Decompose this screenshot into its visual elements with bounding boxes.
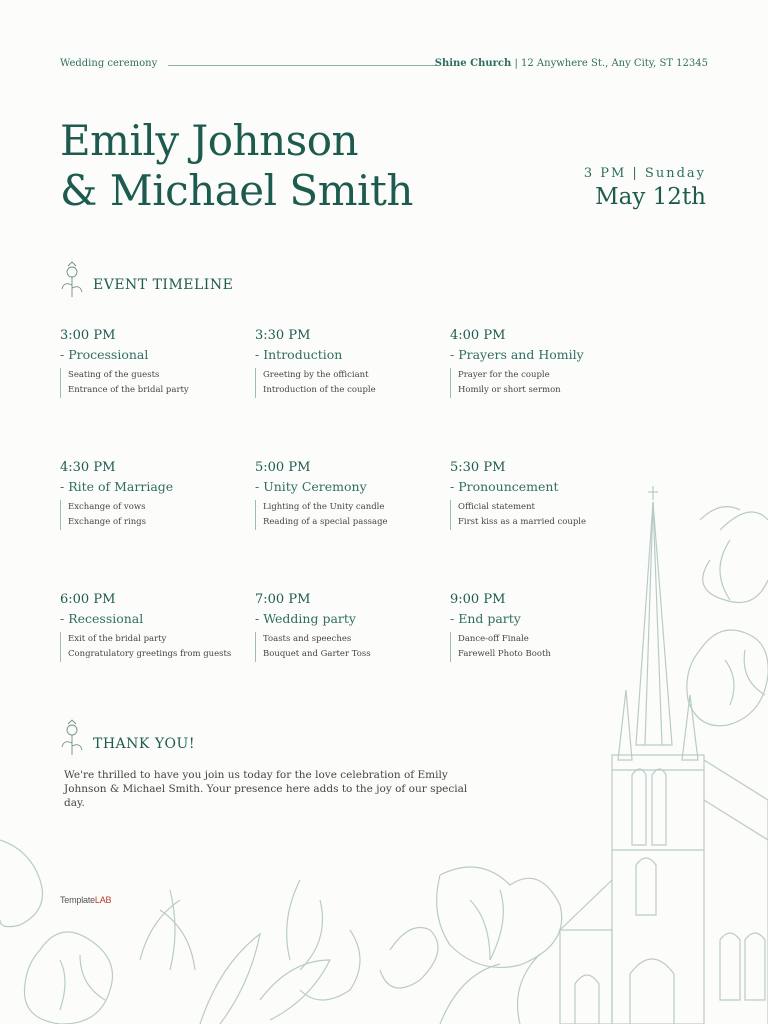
event-detail: Congratulatory greetings from guests — [68, 649, 232, 659]
brand-name-part2: LAB — [94, 895, 112, 905]
event-time: 9:00 PM — [450, 592, 506, 607]
wedding-date: May 12th — [595, 184, 706, 210]
event-detail: Homily or short sermon — [458, 385, 561, 395]
event-time: 7:00 PM — [255, 592, 311, 607]
event-detail: Entrance of the bridal party — [68, 385, 189, 395]
event-time: 5:00 PM — [255, 460, 311, 475]
event-name: - End party — [450, 611, 521, 626]
timeline-event — [60, 592, 255, 724]
event-details — [60, 368, 255, 398]
event-time: 4:30 PM — [60, 460, 116, 475]
event-detail: Toasts and speeches — [263, 634, 352, 644]
event-details — [450, 368, 620, 398]
timeline-event — [450, 592, 620, 724]
event-details — [255, 368, 450, 398]
event-details — [255, 500, 450, 530]
event-detail: Prayer for the couple — [458, 370, 550, 380]
timeline-event — [60, 328, 255, 460]
time-and-day: 3 PM | Sunday — [583, 166, 706, 181]
timeline-title: EVENT TIMELINE — [93, 277, 234, 293]
event-detail: Seating of the guests — [68, 370, 160, 380]
thanks-title: THANK YOU! — [93, 736, 195, 752]
event-detail: Introduction of the couple — [263, 385, 376, 395]
event-time: 6:00 PM — [60, 592, 116, 607]
event-detail: Exchange of rings — [68, 517, 146, 527]
event-name: - Unity Ceremony — [255, 479, 367, 494]
event-time: 3:30 PM — [255, 328, 311, 343]
event-name: - Prayers and Homily — [450, 347, 584, 362]
event-time: 4:00 PM — [450, 328, 506, 343]
timeline-section-header — [60, 267, 233, 303]
flower-illustration-bottom-left — [0, 840, 360, 1024]
thanks-message: We're thrilled to have you join us today for the love celebration of Emily Johnson & Michael Smith. Your presence here adds to the joy of our special day. — [64, 769, 468, 809]
event-details — [450, 632, 620, 662]
event-name: - Recessional — [60, 611, 144, 626]
thanks-section-header — [60, 726, 195, 762]
timeline-event — [255, 328, 450, 460]
event-name: - Pronouncement — [450, 479, 559, 494]
flower-illustration-right — [687, 507, 768, 726]
flower-illustration-bottom-center — [380, 867, 562, 1024]
event-detail: Dance-off Finale — [458, 634, 529, 644]
venue-info — [435, 58, 708, 69]
event-details — [60, 500, 255, 530]
event-time: 5:30 PM — [450, 460, 506, 475]
timeline-event — [60, 460, 255, 592]
event-detail: Exit of the bridal party — [68, 634, 167, 644]
event-details — [60, 632, 255, 662]
brand-name-part1: Template — [60, 895, 95, 905]
event-detail: Exchange of vows — [68, 502, 146, 512]
timeline-event — [450, 328, 620, 460]
event-detail: First kiss as a married couple — [458, 517, 587, 527]
event-detail: Reading of a special passage — [263, 517, 388, 527]
timeline-event — [255, 460, 450, 592]
timeline-event — [450, 460, 620, 592]
event-time: 3:00 PM — [60, 328, 116, 343]
flower-icon — [60, 726, 88, 762]
ceremony-label: Wedding ceremony — [60, 58, 158, 69]
event-timeline — [60, 328, 620, 724]
couple-names — [60, 116, 413, 216]
event-name: - Introduction — [255, 347, 343, 362]
event-detail: Lighting of the Unity candle — [263, 502, 385, 512]
event-details — [450, 500, 620, 530]
flower-icon — [60, 267, 88, 303]
header-divider — [168, 65, 436, 66]
event-details — [255, 632, 450, 662]
event-detail: Farewell Photo Booth — [458, 649, 551, 659]
event-detail: Official statement — [458, 502, 535, 512]
event-detail: Greeting by the officiant — [263, 370, 369, 380]
event-name: - Rite of Marriage — [60, 479, 174, 494]
event-detail: Bouquet and Garter Toss — [263, 649, 371, 659]
venue-address: | 12 Anywhere St., Any City, ST 12345 — [511, 58, 708, 69]
brand-logo — [60, 895, 111, 905]
timeline-event — [255, 592, 450, 724]
venue-name: Shine Church — [434, 58, 512, 69]
couple-name-line2: & Michael Smith — [60, 166, 413, 215]
couple-name-line1: Emily Johnson — [60, 116, 359, 165]
event-name: - Processional — [60, 347, 149, 362]
event-name: - Wedding party — [255, 611, 356, 626]
